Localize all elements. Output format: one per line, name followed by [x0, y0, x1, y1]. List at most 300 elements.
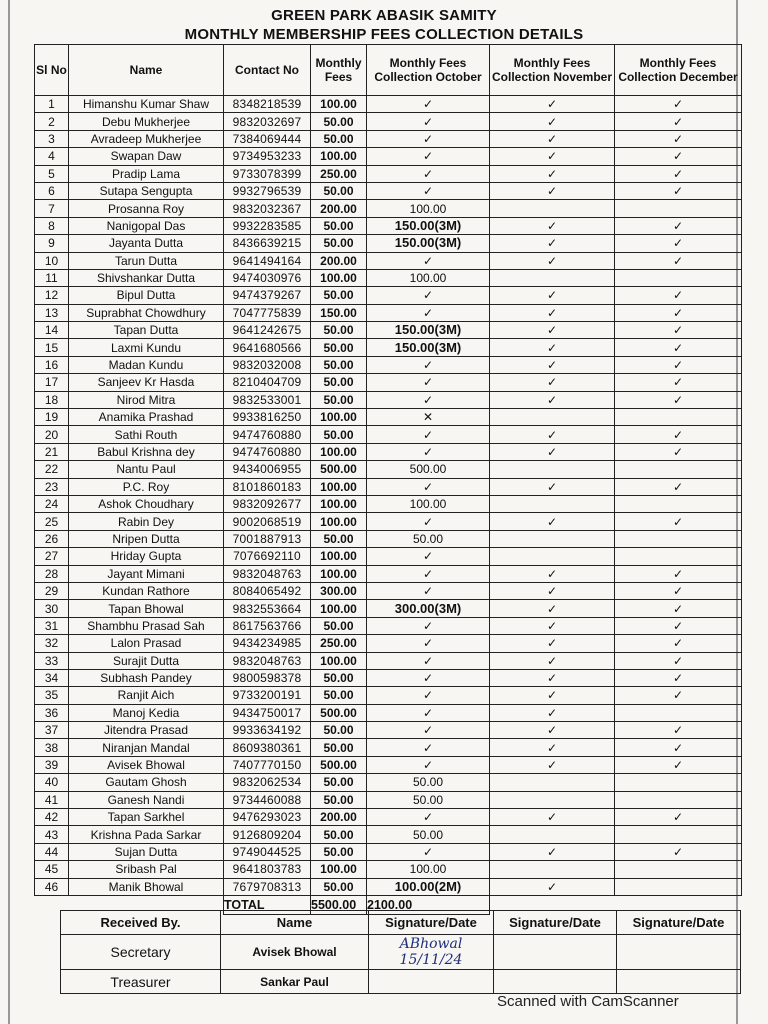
cell-october: ✓	[367, 669, 490, 686]
table-row	[35, 426, 742, 443]
cell-november	[490, 774, 615, 791]
cell-name: Sanjeev Kr Hasda	[69, 374, 224, 391]
table-row	[35, 548, 742, 565]
cell-monthly-fee: 50.00	[311, 739, 367, 756]
cell-monthly-fee: 100.00	[311, 148, 367, 165]
cell-december	[615, 826, 742, 843]
cell-monthly-fee: 50.00	[311, 391, 367, 408]
cell-name: Himanshu Kumar Shaw	[69, 96, 224, 113]
cell-december: ✓	[615, 113, 742, 130]
cell-sl-no: 13	[35, 304, 69, 321]
cell-december: ✓	[615, 148, 742, 165]
cell-october: ✓	[367, 356, 490, 373]
table-row	[35, 843, 742, 860]
cell-monthly-fee: 100.00	[311, 861, 367, 878]
table-row	[35, 148, 742, 165]
cell-sl-no: 37	[35, 722, 69, 739]
cell-contact-no: 8210404709	[224, 374, 311, 391]
cell-december: ✓	[615, 391, 742, 408]
cell-november: ✓	[490, 443, 615, 460]
cell-contact-no: 9476293023	[224, 809, 311, 826]
header-october: Monthly Fees Collection October	[367, 45, 490, 96]
table-row	[35, 182, 742, 199]
cell-monthly-fee: 100.00	[311, 96, 367, 113]
cell-name: Hriday Gupta	[69, 548, 224, 565]
cell-name: Tarun Dutta	[69, 252, 224, 269]
cell-october: ✓	[367, 182, 490, 199]
role-treasurer: Treasurer	[61, 970, 221, 994]
table-row	[35, 287, 742, 304]
cell-contact-no: 7384069444	[224, 130, 311, 147]
cell-october: ✓	[367, 635, 490, 652]
cell-name: Anamika Prashad	[69, 409, 224, 426]
cell-sl-no: 42	[35, 809, 69, 826]
cell-monthly-fee: 100.00	[311, 600, 367, 617]
cell-december: ✓	[615, 356, 742, 373]
cell-october: ✓	[367, 443, 490, 460]
cell-december	[615, 530, 742, 547]
cell-october: 150.00(3M)	[367, 322, 490, 339]
cell-november	[490, 530, 615, 547]
cell-october: ✓	[367, 287, 490, 304]
cell-name: Avisek Bhowal	[69, 756, 224, 773]
cell-contact-no: 9641803783	[224, 861, 311, 878]
cell-december	[615, 269, 742, 286]
cell-october: ✓	[367, 756, 490, 773]
cell-december	[615, 495, 742, 512]
cell-october: ✓	[367, 582, 490, 599]
total-fees: 5500.00	[311, 895, 367, 914]
secretary-signature-2	[494, 935, 617, 970]
cell-sl-no: 35	[35, 687, 69, 704]
cell-october: ✓	[367, 478, 490, 495]
cell-october: ✓	[367, 130, 490, 147]
cell-december: ✓	[615, 722, 742, 739]
cell-sl-no: 5	[35, 165, 69, 182]
cell-contact-no: 9474760880	[224, 443, 311, 460]
cell-name: Jayant Mimani	[69, 565, 224, 582]
signature-header-row	[61, 911, 741, 935]
cell-december	[615, 878, 742, 895]
cell-monthly-fee: 250.00	[311, 635, 367, 652]
cell-november	[490, 200, 615, 217]
cell-monthly-fee: 50.00	[311, 356, 367, 373]
cell-contact-no: 9933634192	[224, 722, 311, 739]
cell-sl-no: 36	[35, 704, 69, 721]
cell-monthly-fee: 50.00	[311, 374, 367, 391]
cell-monthly-fee: 200.00	[311, 252, 367, 269]
cell-october: ✓	[367, 617, 490, 634]
table-row	[35, 130, 742, 147]
cell-contact-no: 9932796539	[224, 182, 311, 199]
cell-contact-no: 9474379267	[224, 287, 311, 304]
cell-october: 150.00(3M)	[367, 235, 490, 252]
cell-november: ✓	[490, 426, 615, 443]
header-monthly-fees: Monthly Fees	[311, 45, 367, 96]
cell-sl-no: 20	[35, 426, 69, 443]
cell-october: ✓	[367, 148, 490, 165]
cell-december	[615, 461, 742, 478]
cell-october: 100.00(2M)	[367, 878, 490, 895]
table-row	[35, 756, 742, 773]
cell-november: ✓	[490, 635, 615, 652]
cell-sl-no: 2	[35, 113, 69, 130]
cell-contact-no: 9474760880	[224, 426, 311, 443]
cell-name: Manoj Kedia	[69, 704, 224, 721]
table-row	[35, 322, 742, 339]
cell-november: ✓	[490, 374, 615, 391]
table-row	[35, 513, 742, 530]
cell-name: Pradip Lama	[69, 165, 224, 182]
table-row	[35, 739, 742, 756]
cell-december: ✓	[615, 130, 742, 147]
cell-sl-no: 30	[35, 600, 69, 617]
cell-december: ✓	[615, 322, 742, 339]
cell-november	[490, 548, 615, 565]
cell-name: Sathi Routh	[69, 426, 224, 443]
cell-october: ✓	[367, 704, 490, 721]
cell-monthly-fee: 100.00	[311, 565, 367, 582]
cell-december	[615, 548, 742, 565]
document-title: GREEN PARK ABASIK SAMITY	[271, 7, 497, 24]
cell-sl-no: 9	[35, 235, 69, 252]
cell-monthly-fee: 150.00	[311, 304, 367, 321]
cell-name: Shivshankar Dutta	[69, 269, 224, 286]
cell-november: ✓	[490, 617, 615, 634]
cell-monthly-fee: 50.00	[311, 130, 367, 147]
cell-contact-no: 8101860183	[224, 478, 311, 495]
table-row	[35, 409, 742, 426]
cell-monthly-fee: 50.00	[311, 722, 367, 739]
table-row	[35, 600, 742, 617]
cell-november: ✓	[490, 478, 615, 495]
cell-contact-no: 9749044525	[224, 843, 311, 860]
cell-sl-no: 11	[35, 269, 69, 286]
cell-november: ✓	[490, 704, 615, 721]
cell-october: ✓	[367, 165, 490, 182]
cell-november	[490, 495, 615, 512]
table-row	[35, 269, 742, 286]
cell-monthly-fee: 200.00	[311, 200, 367, 217]
cell-november: ✓	[490, 182, 615, 199]
page-edge-left	[8, 0, 10, 1024]
cell-december: ✓	[615, 96, 742, 113]
secretary-name: Avisek Bhowal	[221, 935, 369, 970]
cell-name: Sujan Dutta	[69, 843, 224, 860]
total-october: 2100.00	[367, 895, 490, 914]
cell-october: ✓	[367, 513, 490, 530]
cell-sl-no: 10	[35, 252, 69, 269]
cell-contact-no: 9933816250	[224, 409, 311, 426]
cell-contact-no: 9832062534	[224, 774, 311, 791]
cell-contact-no: 9832553664	[224, 600, 311, 617]
cell-november	[490, 461, 615, 478]
cell-monthly-fee: 500.00	[311, 756, 367, 773]
table-row	[35, 200, 742, 217]
cell-monthly-fee: 100.00	[311, 269, 367, 286]
cell-sl-no: 25	[35, 513, 69, 530]
cell-monthly-fee: 50.00	[311, 617, 367, 634]
cell-monthly-fee: 50.00	[311, 339, 367, 356]
cell-contact-no: 9832032008	[224, 356, 311, 373]
cell-name: Laxmi Kundu	[69, 339, 224, 356]
cell-december: ✓	[615, 652, 742, 669]
cell-contact-no: 9641680566	[224, 339, 311, 356]
cell-name: Tapan Sarkhel	[69, 809, 224, 826]
cell-october: ✓	[367, 722, 490, 739]
table-row	[35, 722, 742, 739]
cell-november: ✓	[490, 582, 615, 599]
table-row	[35, 374, 742, 391]
cell-contact-no: 8609380361	[224, 739, 311, 756]
cell-name: Shambhu Prasad Sah	[69, 617, 224, 634]
table-row	[35, 96, 742, 113]
cell-november	[490, 409, 615, 426]
cell-october: 500.00	[367, 461, 490, 478]
table-row	[35, 165, 742, 182]
cell-contact-no: 9434234985	[224, 635, 311, 652]
cell-name: Gautam Ghosh	[69, 774, 224, 791]
cell-sl-no: 19	[35, 409, 69, 426]
cell-december: ✓	[615, 443, 742, 460]
table-row	[35, 861, 742, 878]
cell-sl-no: 34	[35, 669, 69, 686]
cell-name: Suprabhat Chowdhury	[69, 304, 224, 321]
cell-contact-no: 9734953233	[224, 148, 311, 165]
cell-november: ✓	[490, 130, 615, 147]
cell-name: Subhash Pandey	[69, 669, 224, 686]
table-row	[35, 495, 742, 512]
table-row	[35, 461, 742, 478]
cell-name: P.C. Roy	[69, 478, 224, 495]
cell-december: ✓	[615, 217, 742, 234]
secretary-signature-3	[617, 935, 741, 970]
cell-november: ✓	[490, 687, 615, 704]
cell-november: ✓	[490, 600, 615, 617]
cell-monthly-fee: 100.00	[311, 548, 367, 565]
cell-contact-no: 9641242675	[224, 322, 311, 339]
cell-december: ✓	[615, 287, 742, 304]
cell-december: ✓	[615, 809, 742, 826]
cell-monthly-fee: 500.00	[311, 461, 367, 478]
handwritten-signature: ABhowal 15/11/24	[399, 936, 463, 968]
cell-contact-no: 7047775839	[224, 304, 311, 321]
cell-name: Surajit Dutta	[69, 652, 224, 669]
cell-name: Debu Mukherjee	[69, 113, 224, 130]
cell-november: ✓	[490, 252, 615, 269]
cell-november: ✓	[490, 756, 615, 773]
cell-monthly-fee: 50.00	[311, 322, 367, 339]
cell-sl-no: 38	[35, 739, 69, 756]
signature-row-secretary	[61, 935, 741, 970]
cell-october: 150.00(3M)	[367, 339, 490, 356]
cell-name: Nantu Paul	[69, 461, 224, 478]
cell-name: Madan Kundu	[69, 356, 224, 373]
cell-sl-no: 32	[35, 635, 69, 652]
cell-contact-no: 9832092677	[224, 495, 311, 512]
cell-november: ✓	[490, 113, 615, 130]
cell-october: ✓	[367, 96, 490, 113]
cell-november: ✓	[490, 217, 615, 234]
cell-december: ✓	[615, 165, 742, 182]
cell-monthly-fee: 100.00	[311, 495, 367, 512]
cell-december: ✓	[615, 339, 742, 356]
cell-sl-no: 4	[35, 148, 69, 165]
cell-december: ✓	[615, 756, 742, 773]
cell-contact-no: 9002068519	[224, 513, 311, 530]
cell-name: Jayanta Dutta	[69, 235, 224, 252]
cell-name: Avradeep Mukherjee	[69, 130, 224, 147]
table-row	[35, 530, 742, 547]
table-row	[35, 635, 742, 652]
cell-name: Jitendra Prasad	[69, 722, 224, 739]
cell-november: ✓	[490, 809, 615, 826]
cell-contact-no: 9832032697	[224, 113, 311, 130]
cell-sl-no: 27	[35, 548, 69, 565]
cell-november: ✓	[490, 339, 615, 356]
cell-november	[490, 861, 615, 878]
cell-sl-no: 12	[35, 287, 69, 304]
table-row	[35, 113, 742, 130]
cell-name: Rabin Dey	[69, 513, 224, 530]
cell-monthly-fee: 50.00	[311, 182, 367, 199]
treasurer-signature-2	[494, 970, 617, 994]
table-row	[35, 669, 742, 686]
fees-table-body	[35, 96, 742, 896]
header-name: Name	[69, 45, 224, 96]
cell-name: Babul Krishna dey	[69, 443, 224, 460]
table-header-row	[35, 45, 742, 96]
cell-monthly-fee: 50.00	[311, 774, 367, 791]
cell-sl-no: 3	[35, 130, 69, 147]
cell-name: Ashok Choudhary	[69, 495, 224, 512]
cell-november: ✓	[490, 739, 615, 756]
treasurer-signature-3	[617, 970, 741, 994]
cell-november: ✓	[490, 878, 615, 895]
cell-december	[615, 200, 742, 217]
cell-october: 50.00	[367, 826, 490, 843]
cell-contact-no: 9832533001	[224, 391, 311, 408]
cell-contact-no: 9733200191	[224, 687, 311, 704]
cell-sl-no: 44	[35, 843, 69, 860]
cell-december	[615, 774, 742, 791]
cell-monthly-fee: 50.00	[311, 217, 367, 234]
cell-monthly-fee: 250.00	[311, 165, 367, 182]
cell-contact-no: 7407770150	[224, 756, 311, 773]
cell-october: ✓	[367, 113, 490, 130]
cell-december: ✓	[615, 617, 742, 634]
cell-october: ✓	[367, 687, 490, 704]
cell-name: Tapan Bhowal	[69, 600, 224, 617]
cell-sl-no: 39	[35, 756, 69, 773]
cell-name: Manik Bhowal	[69, 878, 224, 895]
cell-contact-no: 9434006955	[224, 461, 311, 478]
cell-sl-no: 7	[35, 200, 69, 217]
cell-sl-no: 40	[35, 774, 69, 791]
cell-december: ✓	[615, 513, 742, 530]
cell-contact-no: 7679708313	[224, 878, 311, 895]
cell-contact-no: 9800598378	[224, 669, 311, 686]
cell-sl-no: 23	[35, 478, 69, 495]
table-row	[35, 826, 742, 843]
table-row	[35, 356, 742, 373]
cell-name: Niranjan Mandal	[69, 739, 224, 756]
cell-october: 50.00	[367, 791, 490, 808]
cell-october: ✓	[367, 304, 490, 321]
role-secretary: Secretary	[61, 935, 221, 970]
cell-december: ✓	[615, 843, 742, 860]
table-row	[35, 704, 742, 721]
cell-sl-no: 17	[35, 374, 69, 391]
cell-december: ✓	[615, 252, 742, 269]
cell-november	[490, 269, 615, 286]
cell-november: ✓	[490, 391, 615, 408]
cell-contact-no: 8348218539	[224, 96, 311, 113]
header-signature-date-1: Signature/Date	[369, 911, 494, 935]
cell-name: Tapan Dutta	[69, 322, 224, 339]
cell-october: ✓	[367, 809, 490, 826]
cell-december: ✓	[615, 374, 742, 391]
cell-name: Ranjit Aich	[69, 687, 224, 704]
cell-monthly-fee: 50.00	[311, 669, 367, 686]
table-row	[35, 791, 742, 808]
cell-december: ✓	[615, 739, 742, 756]
cell-october: ✓	[367, 548, 490, 565]
cell-contact-no: 9641494164	[224, 252, 311, 269]
cell-monthly-fee: 300.00	[311, 582, 367, 599]
cell-name: Nripen Dutta	[69, 530, 224, 547]
cell-october: ✓	[367, 652, 490, 669]
cell-contact-no: 8617563766	[224, 617, 311, 634]
table-row	[35, 565, 742, 582]
table-row	[35, 687, 742, 704]
cell-contact-no: 9734460088	[224, 791, 311, 808]
cell-contact-no: 9832032367	[224, 200, 311, 217]
cell-name: Swapan Daw	[69, 148, 224, 165]
cell-october: 150.00(3M)	[367, 217, 490, 234]
cell-november: ✓	[490, 843, 615, 860]
header-november: Monthly Fees Collection November	[490, 45, 615, 96]
cell-december: ✓	[615, 304, 742, 321]
cell-november: ✓	[490, 722, 615, 739]
cell-december: ✓	[615, 687, 742, 704]
cell-sl-no: 46	[35, 878, 69, 895]
treasurer-name: Sankar Paul	[221, 970, 369, 994]
cell-sl-no: 33	[35, 652, 69, 669]
table-row	[35, 339, 742, 356]
table-row	[35, 252, 742, 269]
cell-december	[615, 704, 742, 721]
cell-sl-no: 28	[35, 565, 69, 582]
table-row	[35, 617, 742, 634]
cell-december: ✓	[615, 669, 742, 686]
cell-monthly-fee: 50.00	[311, 687, 367, 704]
cell-sl-no: 45	[35, 861, 69, 878]
cell-december: ✓	[615, 635, 742, 652]
cell-october: 50.00	[367, 530, 490, 547]
scanner-watermark: Scanned with CamScanner	[497, 993, 679, 1010]
cell-october: ✕	[367, 409, 490, 426]
header-received-by: Received By.	[61, 911, 221, 935]
cell-october: 100.00	[367, 200, 490, 217]
cell-name: Lalon Prasad	[69, 635, 224, 652]
cell-monthly-fee: 100.00	[311, 478, 367, 495]
cell-monthly-fee: 100.00	[311, 513, 367, 530]
cell-sl-no: 41	[35, 791, 69, 808]
cell-december: ✓	[615, 235, 742, 252]
cell-october: ✓	[367, 843, 490, 860]
cell-november: ✓	[490, 652, 615, 669]
